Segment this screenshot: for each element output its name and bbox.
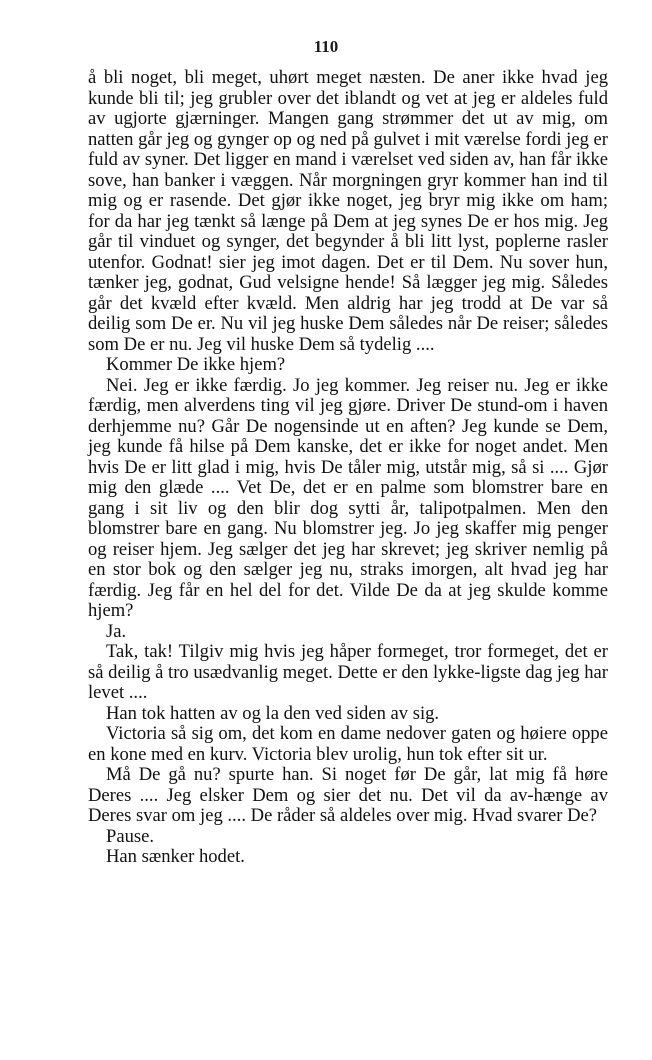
paragraph: Victoria så sig om, det kom en dame nedover gaten og høiere oppe en kone med en kurv. Victoria blev urolig, hun tok efter sit ur. <box>88 723 608 765</box>
paragraph: Pause. <box>106 825 155 847</box>
paragraph: Må De gå nu? spurte han. Si noget før De går, lat mig få høre Deres .... Jeg elsker Dem og sier det nu. Det vil da av-hænge av Deres svar om jeg .... De råder så aldeles over mig. Hvad svarer De? <box>88 764 608 826</box>
paragraph: Nei. Jeg er ikke færdig. Jo jeg kommer. Jeg reiser nu. Jeg er ikke færdig, men alverdens ting vil jeg gjøre. Driver De stund-om i haven derhjemme nu? Går De nogensinde ut en aften? Jeg kunde se Dem, jeg kunde få hilse på Dem kanske, det er ikke for noget andet. Men hvis De er litt glad i mig, hvis De tåler mig, utstår mig, så si .... Gjør mig den glæde .... Vet De, det er en palme som blomstrer bare en gang i sit liv og den blir dog sytti år, talipotpalmen. Men den blomstrer bare en gang. Nu blomstrer jeg. Jo jeg skaffer mig penger og reiser hjem. Jeg sælger det jeg har skrevet; jeg skriver nemlig på en stor bok og den sælger jeg nu, straks imorgen, alt hvad jeg har færdig. Jeg får en hel del for det. Vilde De da at jeg skulde komme hjem? <box>88 374 608 621</box>
paragraph: Han sænker hodet. <box>106 846 245 867</box>
paragraph-continued: å bli noget, bli meget, uhørt meget næsten. De aner ikke hvad jeg kunde bli til; jeg grubler over det iblandt og vet at jeg er aldeles fuld av ugjorte gjærninger. Mangen gang strømmer det ut av mig, om natten går jeg og gynger op og ned på gulvet i mit værelse fordi jeg er fuld av syner. Det ligger en mand i værelset ved siden av, han får ikke sove, han banker i væggen. Når morgningen gryr kommer han ind til mig og er rasende. Det gjør ikke noget, jeg bryr mig ikke om ham; for da har jeg tænkt så længe på Dem at jeg synes De er hos mig. Jeg går til vinduet og synger, det begynder å bli litt lyst, poplerne rasler utenfor. Godnat! sier jeg imot dagen. Det er til Dem. Nu sover hun, tænker jeg, godnat, Gud velsigne hende! Så lægger jeg mig. Således går det kvæld efter kvæld. Men aldrig har jeg trodd at De var så deilig som De er. Nu vil jeg huske Dem således når De reiser; således som De er nu. Jeg vil huske Dem så tydelig .... <box>88 67 608 355</box>
paragraph: Tak, tak! Tilgiv mig hvis jeg håper formeget, tror formeget, det er så deilig å tro usædvanlig meget. Dette er den lykke-ligste dag jeg har levet .... <box>88 641 608 703</box>
body-text <box>88 68 608 868</box>
page-number: 110 <box>313 37 339 56</box>
paragraph: Kommer De ikke hjem? <box>106 354 286 375</box>
paragraph: Han tok hatten av og la den ved siden av sig. <box>106 702 440 724</box>
paragraph: Ja. <box>106 620 127 642</box>
